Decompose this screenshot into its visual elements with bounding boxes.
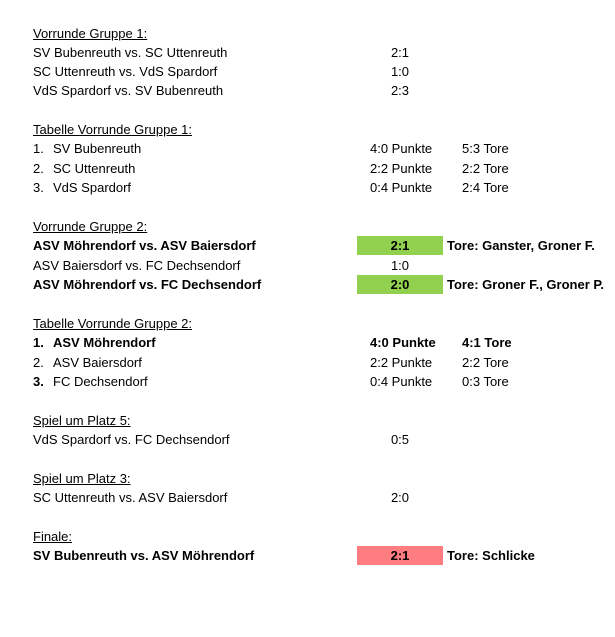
standing-rank: 1. [33, 335, 44, 350]
match-row [0, 236, 615, 255]
standing-rank: 3. [33, 374, 44, 389]
section-header-vorrunde-gruppe-1: Vorrunde Gruppe 1: [33, 26, 148, 41]
match-row [0, 62, 615, 81]
standing-team: FC Dechsendorf [53, 374, 148, 389]
match-score: 1:0 [390, 258, 410, 273]
standing-rank: 2. [33, 161, 44, 176]
match-teams: ASV Möhrendorf vs. ASV Baiersdorf [33, 238, 256, 253]
standing-rank: 2. [33, 355, 44, 370]
section-header-row [0, 527, 615, 546]
section-header-tabelle-gruppe-2: Tabelle Vorrunde Gruppe 2: [33, 316, 192, 331]
match-scorers: Tore: Groner F., Groner P. [447, 277, 604, 292]
standing-points: 4:0 Punkte [370, 141, 433, 156]
match-score-highlighted: 2:0 [357, 275, 443, 294]
standing-goals: 2:2 Tore [462, 161, 509, 176]
section-header-platz-5: Spiel um Platz 5: [33, 413, 131, 428]
standings-row [0, 139, 615, 158]
match-row [0, 430, 615, 449]
match-score: 1:0 [390, 64, 410, 79]
match-score-highlighted: 2:1 [357, 236, 443, 255]
standing-points: 4:0 Punkte [370, 335, 436, 350]
standing-team: ASV Möhrendorf [53, 335, 156, 350]
match-teams: SV Bubenreuth vs. ASV Möhrendorf [33, 548, 255, 563]
section-header-row [0, 24, 615, 43]
section-header-vorrunde-gruppe-2: Vorrunde Gruppe 2: [33, 219, 148, 234]
section-header-finale: Finale: [33, 529, 73, 544]
standings-row [0, 178, 615, 197]
match-score: 2:0 [390, 490, 410, 505]
standing-team: VdS Spardorf [53, 180, 132, 195]
match-teams: SC Uttenreuth vs. ASV Baiersdorf [33, 490, 228, 505]
match-score: 0:5 [390, 432, 410, 447]
standing-points: 0:4 Punkte [370, 374, 433, 389]
standings-row [0, 353, 615, 372]
standing-goals: 5:3 Tore [462, 141, 509, 156]
section-header-row [0, 469, 615, 488]
section-header-platz-3: Spiel um Platz 3: [33, 471, 131, 486]
match-row [0, 81, 615, 100]
section-header-row [0, 217, 615, 236]
standing-team: SV Bubenreuth [53, 141, 142, 156]
standing-points: 2:2 Punkte [370, 161, 433, 176]
section-header-tabelle-gruppe-1: Tabelle Vorrunde Gruppe 1: [33, 122, 192, 137]
match-teams: VdS Spardorf vs. SV Bubenreuth [33, 83, 224, 98]
standing-points: 0:4 Punkte [370, 180, 433, 195]
match-scorers: Tore: Schlicke [447, 548, 535, 563]
standing-goals: 2:2 Tore [462, 355, 509, 370]
match-score: 2:1 [390, 45, 410, 60]
standing-goals: 2:4 Tore [462, 180, 509, 195]
match-row [0, 275, 615, 294]
standing-points: 2:2 Punkte [370, 355, 433, 370]
standings-row [0, 159, 615, 178]
match-teams: ASV Möhrendorf vs. FC Dechsendorf [33, 277, 262, 292]
standing-team: ASV Baiersdorf [53, 355, 142, 370]
match-teams: SC Uttenreuth vs. VdS Spardorf [33, 64, 218, 79]
standings-row [0, 333, 615, 352]
match-teams: ASV Baiersdorf vs. FC Dechsendorf [33, 258, 241, 273]
match-score-final: 2:1 [357, 546, 443, 565]
standing-goals: 0:3 Tore [462, 374, 509, 389]
section-header-row [0, 120, 615, 139]
standing-rank: 1. [33, 141, 44, 156]
match-row [0, 256, 615, 275]
match-teams: VdS Spardorf vs. FC Dechsendorf [33, 432, 230, 447]
match-scorers: Tore: Ganster, Groner F. [447, 238, 595, 253]
match-row [0, 488, 615, 507]
section-header-row [0, 411, 615, 430]
match-row [0, 546, 615, 565]
standing-rank: 3. [33, 180, 44, 195]
standing-team: SC Uttenreuth [53, 161, 136, 176]
standings-row [0, 372, 615, 391]
match-teams: SV Bubenreuth vs. SC Uttenreuth [33, 45, 228, 60]
match-score: 2:3 [390, 83, 410, 98]
match-row [0, 43, 615, 62]
standing-goals: 4:1 Tore [462, 335, 512, 350]
section-header-row [0, 314, 615, 333]
